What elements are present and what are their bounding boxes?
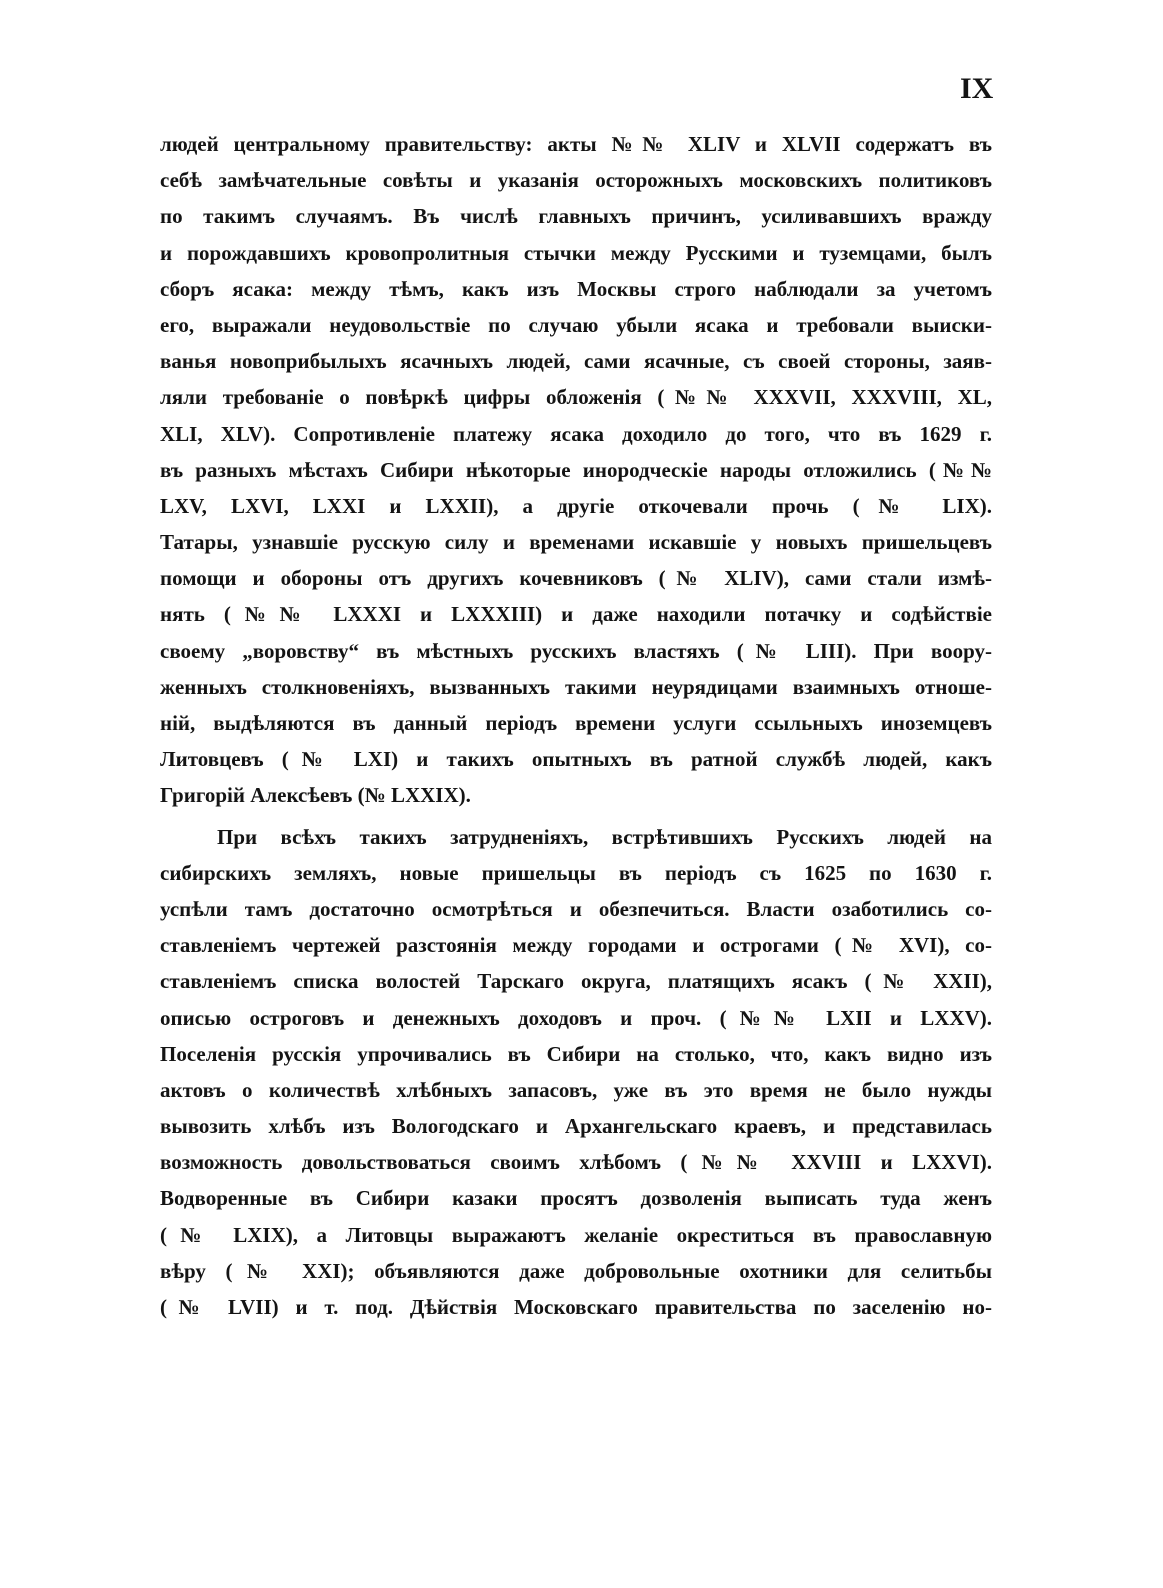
- paragraph-1: [160, 126, 992, 814]
- body-text: [160, 126, 992, 1325]
- text-line: Поселенія русскія упрочивались въ Сибири на столько, что, какъ видно изъ: [160, 1041, 992, 1066]
- paragraph-2: [160, 819, 992, 1326]
- text-line: помощи и обороны отъ другихъ кочевниковъ (№ XLIV), сами стали измѣ-: [160, 566, 992, 591]
- text-line: ляли требованіе о повѣркѣ цифры обложенія (№№ XXXVII, XXXVIII, XL,: [160, 385, 992, 410]
- page-number: IX: [960, 72, 994, 105]
- text-line: Татары, узнавшіе русскую силу и временами искавшіе у новыхъ пришельцевъ: [160, 530, 992, 555]
- text-line: въ разныхъ мѣстахъ Сибири нѣкоторые инородческіе народы отложились (№№: [160, 457, 992, 482]
- text-line: ставленіемъ чертежей разстоянія между городами и острогами (№ XVI), со-: [160, 933, 992, 958]
- text-line: описью остроговъ и денежныхъ доходовъ и проч. (№№ LXII и LXXV).: [160, 1005, 992, 1030]
- text-line: LXV, LXVI, LXXI и LXXII), а другіе откочевали прочь (№ LIX).: [160, 493, 992, 518]
- text-line: ванья новоприбылыхъ ясачныхъ людей, сами ясачные, съ своей стороны, заяв-: [160, 349, 992, 374]
- text-line: нять (№№ LXXXI и LXXXIII) и даже находили потачку и содѣйствіе: [160, 602, 992, 627]
- text-line: по такимъ случаямъ. Въ числѣ главныхъ причинъ, усиливавшихъ вражду: [160, 204, 992, 229]
- text-line: вывозить хлѣбъ изъ Вологодскаго и Архангельскаго краевъ, и представилась: [160, 1114, 992, 1139]
- text-line: Григорій Алексѣевъ (№ LXXIX).: [160, 783, 471, 808]
- text-line: ставленіемъ списка волостей Тарскаго округа, платящихъ ясакъ (№ XXII),: [160, 969, 992, 994]
- text-line: Водворенные въ Сибири казаки просятъ дозволенія выписать туда женъ: [160, 1186, 992, 1211]
- text-line: XLI, XLV). Сопротивленіе платежу ясака доходило до того, что въ 1629 г.: [160, 421, 992, 446]
- text-line: сборъ ясака: между тѣмъ, какъ изъ Москвы строго наблюдали за учетомъ: [160, 276, 992, 301]
- text-line: сибирскихъ земляхъ, новые пришельцы въ періодъ съ 1625 по 1630 г.: [160, 860, 992, 885]
- text-line: своему „воровству“ въ мѣстныхъ русскихъ властяхъ (№ LIII). При воору-: [160, 638, 992, 663]
- text-line: людей центральному правительству: акты №№ XLIV и XLVII содержатъ въ: [160, 132, 992, 156]
- text-line: возможность довольствоваться своимъ хлѣбомъ (№№ XXVIII и LXXVI).: [160, 1150, 992, 1175]
- text-line: Литовцевъ (№ LXI) и такихъ опытныхъ въ ратной службѣ людей, какъ: [160, 747, 992, 772]
- text-line: вѣру (№ XXI); объявляются даже добровольные охотники для селитьбы: [160, 1258, 992, 1283]
- text-line: (№ LVII) и т. под. Дѣйствія Московскаго правительства по заселенію но-: [160, 1295, 992, 1319]
- text-line: себѣ замѣчательные совѣты и указанія осторожныхъ московскихъ политиковъ: [160, 168, 992, 193]
- text-line: успѣли тамъ достаточно осмотрѣться и обезпечиться. Власти озаботились со-: [160, 896, 992, 921]
- text-line: и порождавшихъ кровопролитныя стычки между Русскими и туземцами, былъ: [160, 240, 992, 265]
- text-line: его, выражали неудовольствіе по случаю убыли ясака и требовали выиски-: [160, 312, 992, 337]
- text-line: При всѣхъ такихъ затрудненіяхъ, встрѣтившихъ Русскихъ людей на: [217, 824, 992, 849]
- text-line: женныхъ столкновеніяхъ, вызванныхъ такими неурядицами взаимныхъ отноше-: [160, 674, 992, 699]
- text-line: ній, выдѣляются въ данный періодъ времени услуги ссыльныхъ иноземцевъ: [160, 711, 992, 735]
- text-line: актовъ о количествѣ хлѣбныхъ запасовъ, уже въ это время не было нужды: [160, 1077, 992, 1102]
- text-line: (№ LXIX), а Литовцы выражаютъ желаніе окреститься въ православную: [160, 1222, 992, 1247]
